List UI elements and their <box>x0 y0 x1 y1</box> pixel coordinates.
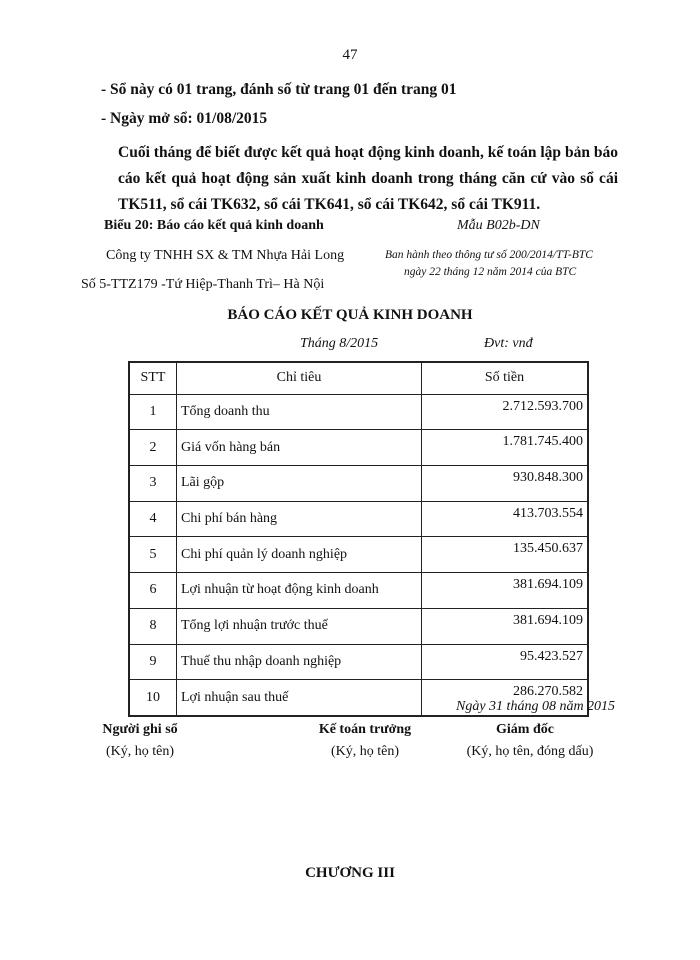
form-label: Biểu 20: Báo cáo kết quả kinh doanh <box>104 218 324 233</box>
row-amount: 930.848.300 <box>422 466 589 502</box>
row-item: Chi phí bán hàng <box>177 501 422 537</box>
row-stt: 10 <box>129 680 177 716</box>
row-stt: 1 <box>129 394 177 430</box>
table-row <box>129 608 588 644</box>
report-period: Tháng 8/2015 <box>300 336 379 351</box>
signature-title-chief-accountant: Kế toán trưởng <box>318 722 412 737</box>
row-stt: 9 <box>129 644 177 680</box>
row-amount: 381.694.109 <box>422 573 589 609</box>
report-date: Ngày 31 tháng 08 năm 2015 <box>456 699 616 714</box>
company-address: Số 5-TTZ179 -Tứ Hiệp-Thanh Trì– Hà Nội <box>81 277 325 292</box>
row-item: Lãi gộp <box>177 466 422 502</box>
table-header-row <box>129 362 588 394</box>
row-amount: 1.781.745.400 <box>422 430 589 466</box>
row-stt: 3 <box>129 466 177 502</box>
bullet-open-date: - Ngày mở sổ: 01/08/2015 <box>101 110 268 127</box>
signature-title-director: Giám đốc <box>496 722 554 737</box>
table-row <box>129 501 588 537</box>
row-amount: 413.703.554 <box>422 501 589 537</box>
header-amount: Số tiền <box>422 362 589 394</box>
report-unit: Đvt: vnđ <box>484 336 533 351</box>
row-amount: 2.712.593.700 <box>422 394 589 430</box>
table-row <box>129 573 588 609</box>
issued-regulation: Ban hành theo thông tư số 200/2014/TT-BTC <box>385 249 593 261</box>
table-row <box>129 537 588 573</box>
table-row <box>129 466 588 502</box>
row-amount: 95.423.527 <box>422 644 589 680</box>
header-stt: STT <box>129 362 177 394</box>
chapter-heading: CHƯƠNG III <box>305 865 395 881</box>
table-row <box>129 430 588 466</box>
row-item: Thuế thu nhập doanh nghiệp <box>177 644 422 680</box>
row-item: Lợi nhuận từ hoạt động kinh doanh <box>177 573 422 609</box>
page-number: 47 <box>342 47 358 63</box>
signature-title-recorder: Người ghi sổ <box>102 722 178 737</box>
row-stt: 8 <box>129 608 177 644</box>
header-item: Chỉ tiêu <box>177 362 422 394</box>
intro-paragraph: Cuối tháng để biết được kết quả hoạt động kinh doanh, kế toán lập bản báo cáo kết quả hoạt động sản xuất kinh doanh trong tháng căn cứ vào sổ cái TK511, sổ cái TK632, sổ cái TK641, sổ cái TK642, sổ cái TK911. <box>118 144 618 213</box>
signature-note-recorder: (Ký, họ tên) <box>105 744 175 759</box>
row-stt: 4 <box>129 501 177 537</box>
row-amount: 286.270.582 <box>422 680 589 716</box>
row-item: Tổng lợi nhuận trước thuế <box>177 608 422 644</box>
signature-note-director: (Ký, họ tên, đóng dấu) <box>466 744 594 759</box>
row-amount: 381.694.109 <box>422 608 589 644</box>
row-item: Lợi nhuận sau thuế <box>177 680 422 716</box>
row-stt: 5 <box>129 537 177 573</box>
table-row <box>129 394 588 430</box>
company-name: Công ty TNHH SX & TM Nhựa Hải Long <box>106 248 345 263</box>
row-stt: 6 <box>129 573 177 609</box>
issued-date: ngày 22 tháng 12 năm 2014 của BTC <box>404 266 577 278</box>
signature-note-chief-accountant: (Ký, họ tên) <box>330 744 400 759</box>
bullet-page-count: - Sổ này có 01 trang, đánh số từ trang 01 đến trang 01 <box>101 81 457 98</box>
report-title: BÁO CÁO KẾT QUẢ KINH DOANH <box>227 307 473 323</box>
form-code: Mẫu B02b-DN <box>457 218 540 233</box>
report-table <box>128 361 589 717</box>
row-amount: 135.450.637 <box>422 537 589 573</box>
row-stt: 2 <box>129 430 177 466</box>
row-item: Giá vốn hàng bán <box>177 430 422 466</box>
row-item: Chi phí quản lý doanh nghiệp <box>177 537 422 573</box>
row-item: Tổng doanh thu <box>177 394 422 430</box>
table-row <box>129 644 588 680</box>
